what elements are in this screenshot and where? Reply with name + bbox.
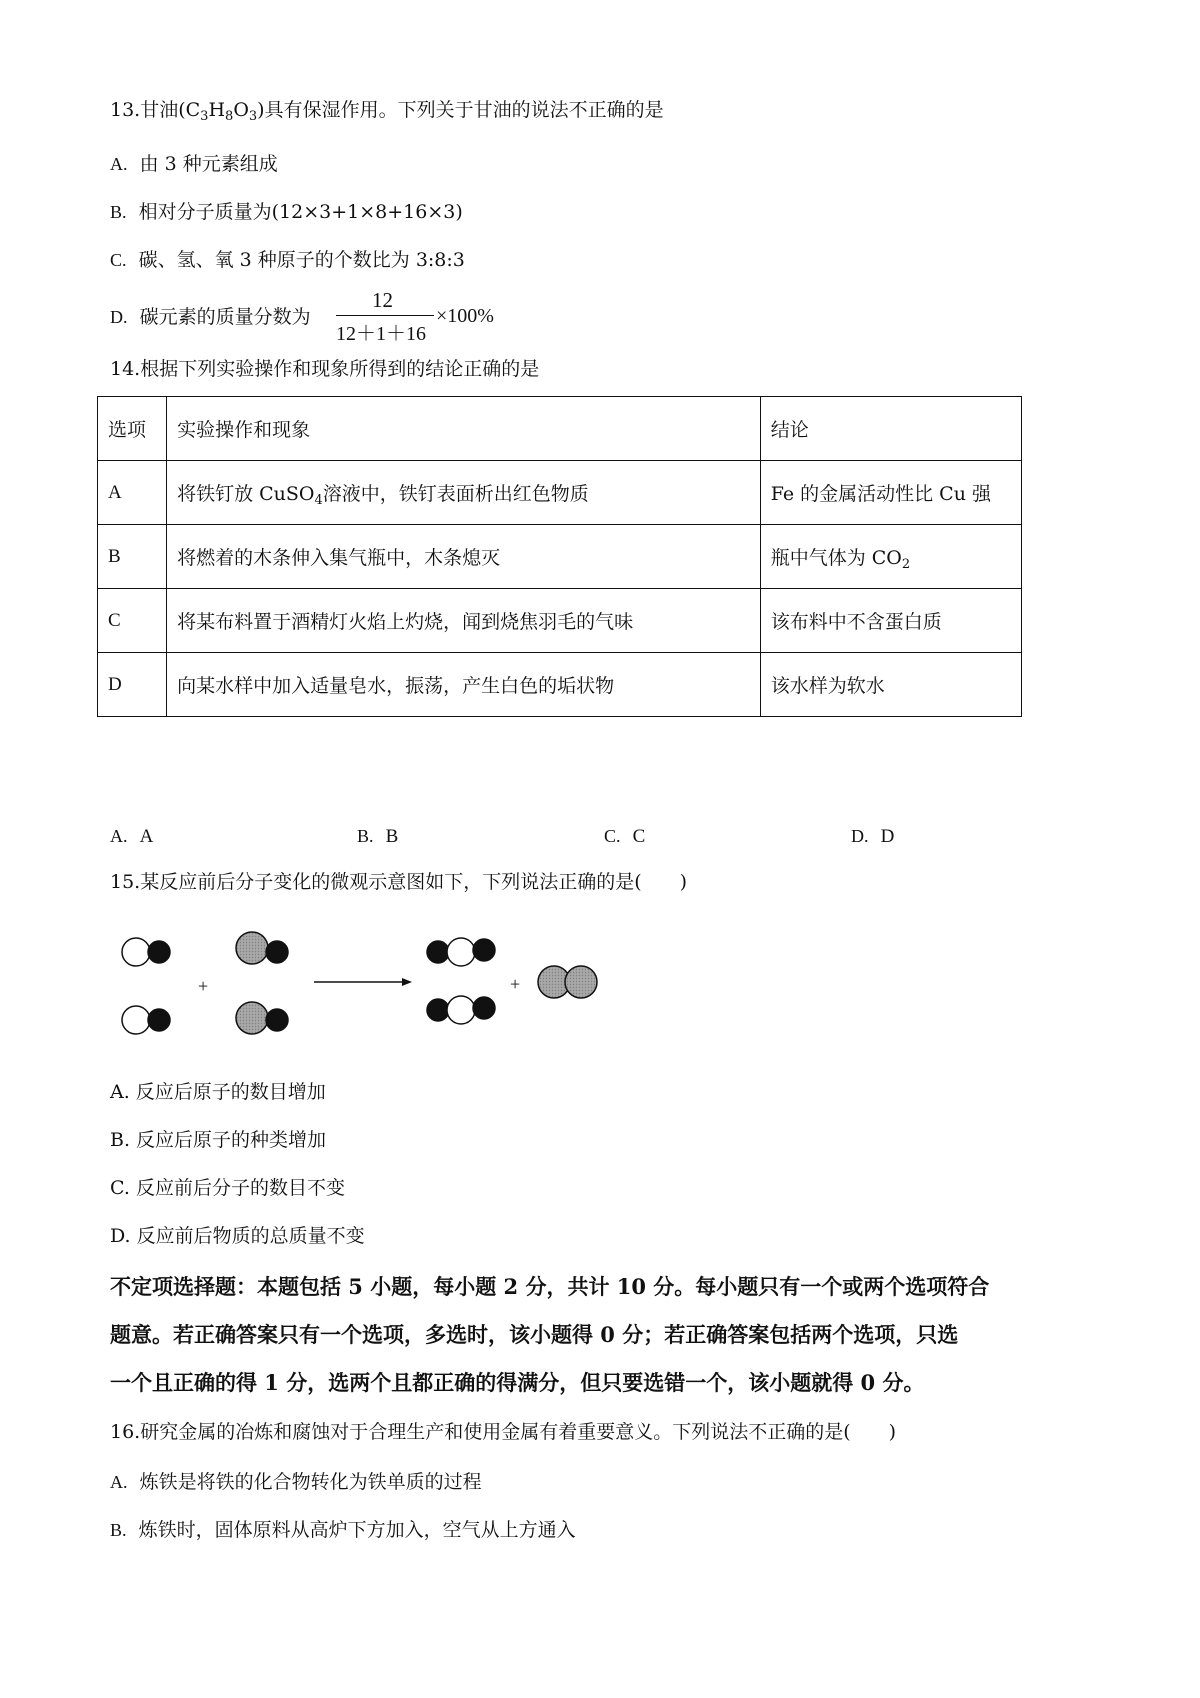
plus-sign-1: +	[198, 976, 209, 996]
table-row	[98, 653, 1022, 717]
q14-choice-d-label: D.	[851, 826, 869, 846]
q14-choice-b	[357, 822, 398, 851]
q13-option-d	[110, 303, 311, 331]
q14-choice-c-text: C	[632, 826, 646, 847]
q13-option-b-text: 相对分子质量为(12×3+1×8+16×3)	[138, 201, 463, 223]
q15-option-b: B. 反应后原子的种类增加	[110, 1129, 327, 1151]
q16-stem: 16.研究金属的冶炼和腐蚀对于合理生产和使用金属有着重要意义。下列说法不正确的是( )	[110, 1421, 897, 1443]
q13-sub3: 3	[248, 109, 258, 124]
q14-choice-a	[110, 822, 153, 851]
reactant-molecule-1	[122, 938, 170, 966]
table-header-conclusion: 结论	[760, 397, 1021, 461]
table-cell-operation	[167, 461, 761, 525]
product-molecule-1b	[427, 996, 495, 1024]
table-cell-conclusion	[760, 525, 1021, 589]
q15-option-a: A. 反应后原子的数目增加	[110, 1081, 326, 1103]
q13-sub2: 8	[225, 109, 234, 124]
q15-option-c: C. 反应前后分子的数目不变	[110, 1177, 345, 1199]
experiment-table	[97, 396, 1022, 717]
table-cell-option: A	[98, 461, 167, 525]
reactant-molecule-2b	[236, 1002, 288, 1034]
table-cell-conclusion	[760, 589, 1021, 653]
q15-stem: 15.某反应前后分子变化的微观示意图如下，下列说法正确的是( )	[110, 871, 688, 893]
q13-option-b	[110, 198, 463, 226]
q14-choice-d-text: D	[880, 826, 895, 847]
q13-option-a-text: 由 3 种元素组成	[139, 153, 278, 175]
row-c-operation: 将某布料置于酒精灯火焰上灼烧，闻到烧焦羽毛的气味	[177, 611, 634, 633]
q13-option-d-text: 碳元素的质量分数为	[139, 306, 311, 328]
q14-choice-c-label: C.	[604, 826, 621, 846]
table-row	[98, 589, 1022, 653]
table-cell-operation	[167, 525, 761, 589]
q13-option-c	[110, 246, 465, 274]
q13-fraction-suffix: ×100%	[436, 305, 494, 327]
q13-mid2: O	[233, 99, 249, 121]
table-header-row	[98, 397, 1022, 461]
row-a-operation-sub: 4	[314, 493, 323, 508]
q13-option-b-label: B.	[110, 202, 127, 222]
q13-option-d-label: D.	[110, 307, 128, 327]
q13-option-a	[110, 150, 278, 178]
reactant-molecule-2	[236, 932, 288, 964]
q16-option-b-text: 炼铁时，固体原料从高炉下方加入，空气从上方通入	[138, 1519, 576, 1541]
row-b-conclusion-pre: 瓶中气体为 CO	[770, 547, 902, 569]
q14-choice-a-text: A	[139, 826, 154, 847]
q13-stem	[110, 96, 664, 124]
q13-sub1: 3	[200, 109, 209, 124]
row-a-conclusion: Fe 的金属活动性比 Cu 强	[770, 483, 991, 505]
table-cell-operation	[167, 589, 761, 653]
table-cell-operation	[167, 653, 761, 717]
q13-option-a-label: A.	[110, 154, 128, 174]
row-a-operation-pre: 将铁钉放 CuSO	[177, 483, 315, 505]
table-header-operation: 实验操作和现象	[167, 397, 761, 461]
q14-choice-d	[851, 822, 894, 851]
row-a-operation-post: 溶液中，铁钉表面析出红色物质	[322, 483, 589, 505]
q13-fraction-bar	[336, 315, 434, 316]
table-cell-conclusion	[760, 653, 1021, 717]
product-molecule-2	[538, 966, 597, 998]
q13-fraction-denominator: 12＋1＋16	[336, 323, 426, 345]
molecule-diagram	[110, 920, 650, 1050]
q15-option-d: D. 反应前后物质的总质量不变	[110, 1225, 365, 1247]
q14-choice-c	[604, 822, 645, 851]
q16-option-a	[110, 1468, 482, 1496]
reaction-arrow-icon	[314, 978, 412, 986]
q14-stem: 14.根据下列实验操作和现象所得到的结论正确的是	[110, 358, 540, 380]
plus-sign-2: +	[510, 974, 521, 994]
table-header-option: 选项	[98, 397, 167, 461]
q13-option-c-text: 碳、氢、氧 3 种原子的个数比为 3:8:3	[138, 249, 465, 271]
table-row	[98, 461, 1022, 525]
table-cell-option: B	[98, 525, 167, 589]
q16-option-a-text: 炼铁是将铁的化合物转化为铁单质的过程	[139, 1471, 482, 1493]
section-instructions-line-3: 一个且正确的得 1 分，选两个且都正确的得满分，但只要选错一个，该小题就得 0 分。	[110, 1370, 925, 1395]
q13-stem-pre: 13.甘油(C	[110, 99, 201, 121]
q16-option-b-label: B.	[110, 1520, 127, 1540]
q14-choice-a-label: A.	[110, 826, 128, 846]
q13-option-c-label: C.	[110, 250, 127, 270]
q13-mid1: H	[208, 99, 226, 121]
row-d-conclusion: 该水样为软水	[770, 675, 885, 697]
row-c-conclusion: 该布料中不含蛋白质	[770, 611, 942, 633]
q13-stem-post: )具有保湿作用。下列关于甘油的说法不正确的是	[257, 99, 664, 121]
product-molecule-1	[427, 938, 495, 966]
q14-choice-b-text: B	[385, 826, 399, 847]
q16-option-b	[110, 1516, 576, 1544]
q16-option-a-label: A.	[110, 1472, 128, 1492]
table-row	[98, 525, 1022, 589]
row-d-operation: 向某水样中加入适量皂水，振荡，产生白色的垢状物	[177, 675, 615, 697]
row-b-conclusion-sub: 2	[901, 557, 911, 572]
table-cell-conclusion	[760, 461, 1021, 525]
row-b-operation: 将燃着的木条伸入集气瓶中，木条熄灭	[177, 547, 501, 569]
section-instructions-line-2: 题意。若正确答案只有一个选项，多选时，该小题得 0 分；若正确答案包括两个选项，只选	[110, 1322, 959, 1347]
table-cell-option: C	[98, 589, 167, 653]
q13-fraction-numerator: 12	[372, 288, 393, 312]
q14-choice-b-label: B.	[357, 826, 374, 846]
table-cell-option: D	[98, 653, 167, 717]
section-instructions-line-1: 不定项选择题：本题包括 5 小题，每小题 2 分，共计 10 分。每小题只有一个或两个选项符合	[110, 1274, 990, 1299]
reactant-molecule-1b	[122, 1006, 170, 1034]
